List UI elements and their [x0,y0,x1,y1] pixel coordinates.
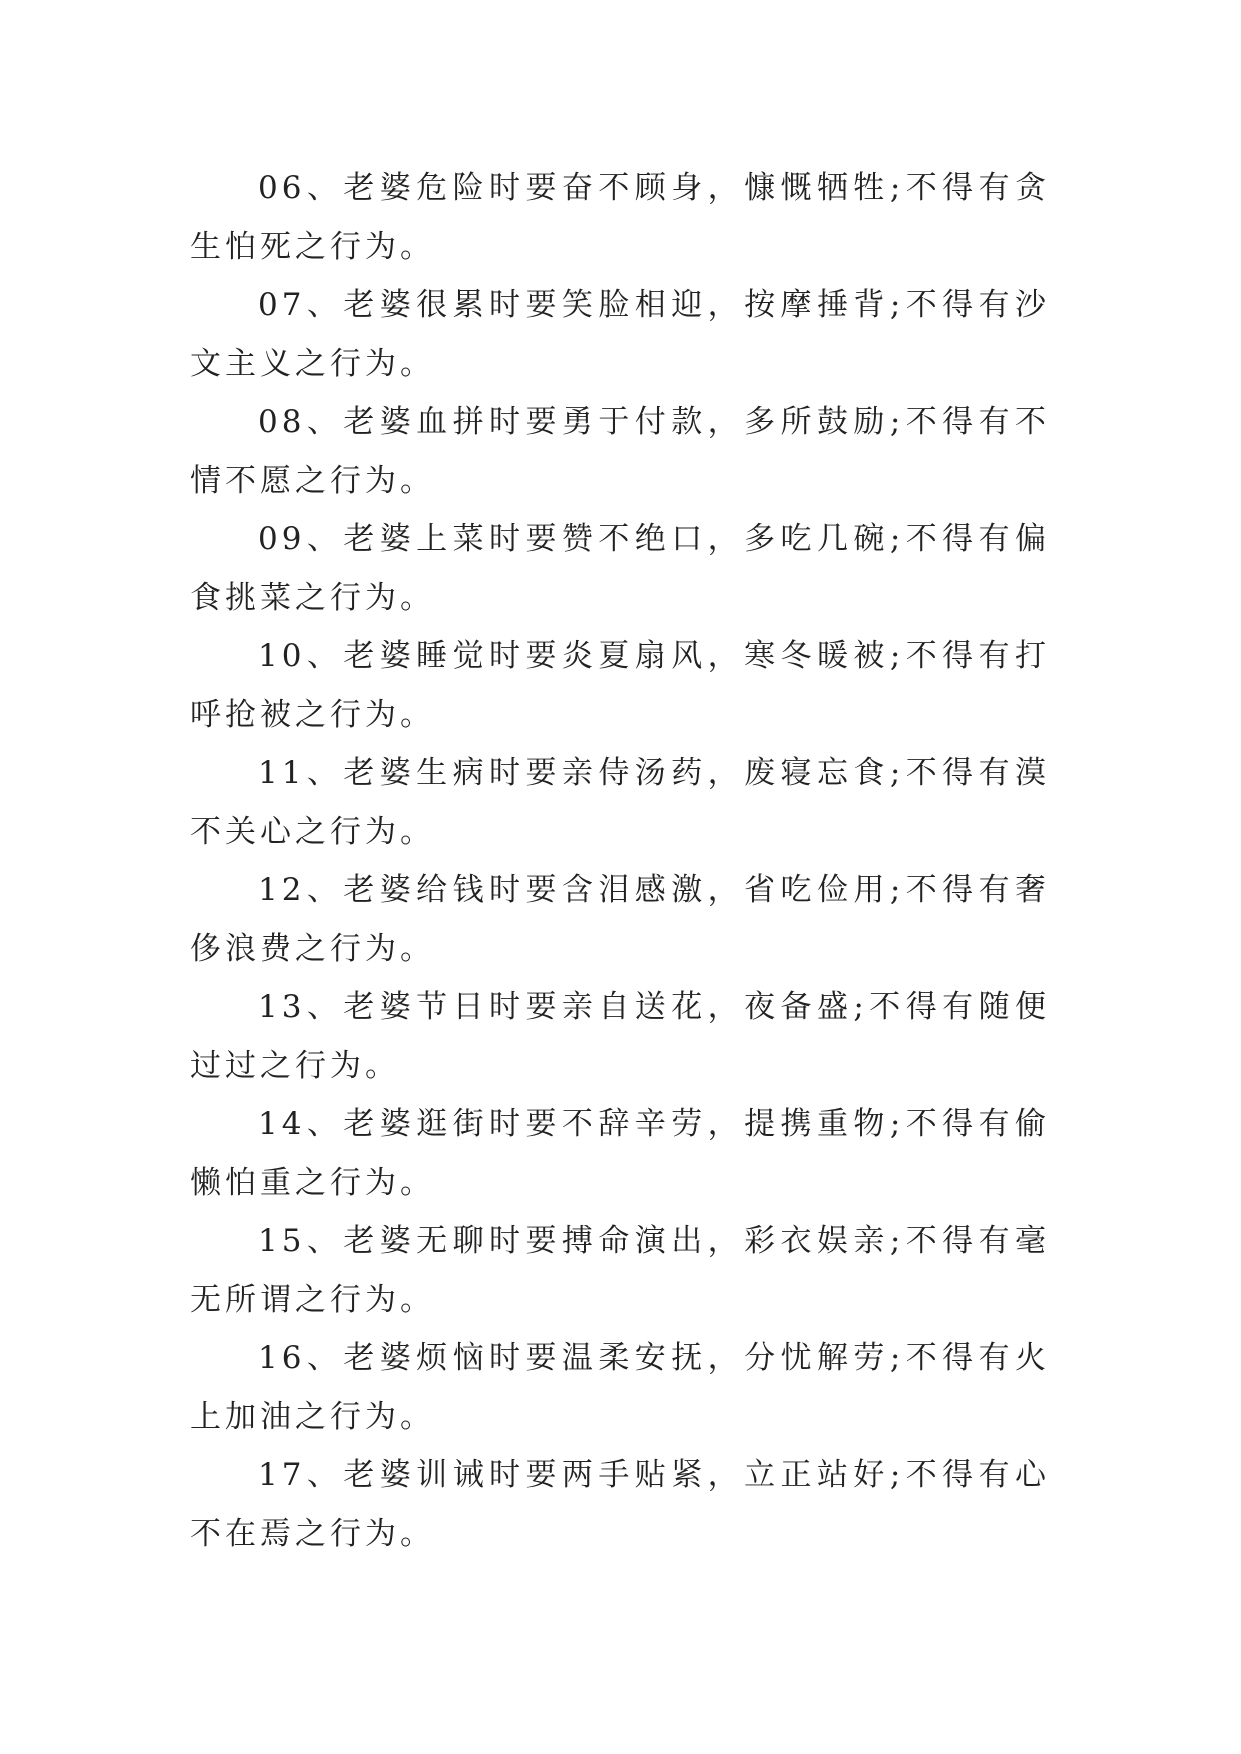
paragraph-11: 11、老婆生病时要亲侍汤药，废寝忘食;不得有漠不关心之行为。 [190,755,1050,850]
paragraph-14: 14、老婆逛街时要不辞辛劳，提携重物;不得有偷懒怕重之行为。 [190,1106,1050,1201]
paragraph-16: 16、老婆烦恼时要温柔安抚，分忧解劳;不得有火上加油之行为。 [190,1340,1050,1435]
paragraph-08: 08、老婆血拼时要勇于付款，多所鼓励;不得有不情不愿之行为。 [190,404,1050,499]
paragraph-17: 17、老婆训诫时要两手贴紧，立正站好;不得有心不在焉之行为。 [190,1457,1050,1552]
paragraph-06: 06、老婆危险时要奋不顾身，慷慨牺牲;不得有贪生怕死之行为。 [190,170,1050,265]
paragraph-10: 10、老婆睡觉时要炎夏扇风，寒冬暖被;不得有打呼抢被之行为。 [190,638,1050,733]
paragraph-12: 12、老婆给钱时要含泪感激，省吃俭用;不得有奢侈浪费之行为。 [190,872,1050,967]
document-body [190,159,1050,1563]
paragraph-15: 15、老婆无聊时要搏命演出，彩衣娱亲;不得有毫无所谓之行为。 [190,1223,1050,1318]
paragraph-09: 09、老婆上菜时要赞不绝口，多吃几碗;不得有偏食挑菜之行为。 [190,521,1050,616]
paragraph-07: 07、老婆很累时要笑脸相迎，按摩捶背;不得有沙文主义之行为。 [190,287,1050,382]
paragraph-13: 13、老婆节日时要亲自送花，夜备盛;不得有随便过过之行为。 [190,989,1050,1084]
